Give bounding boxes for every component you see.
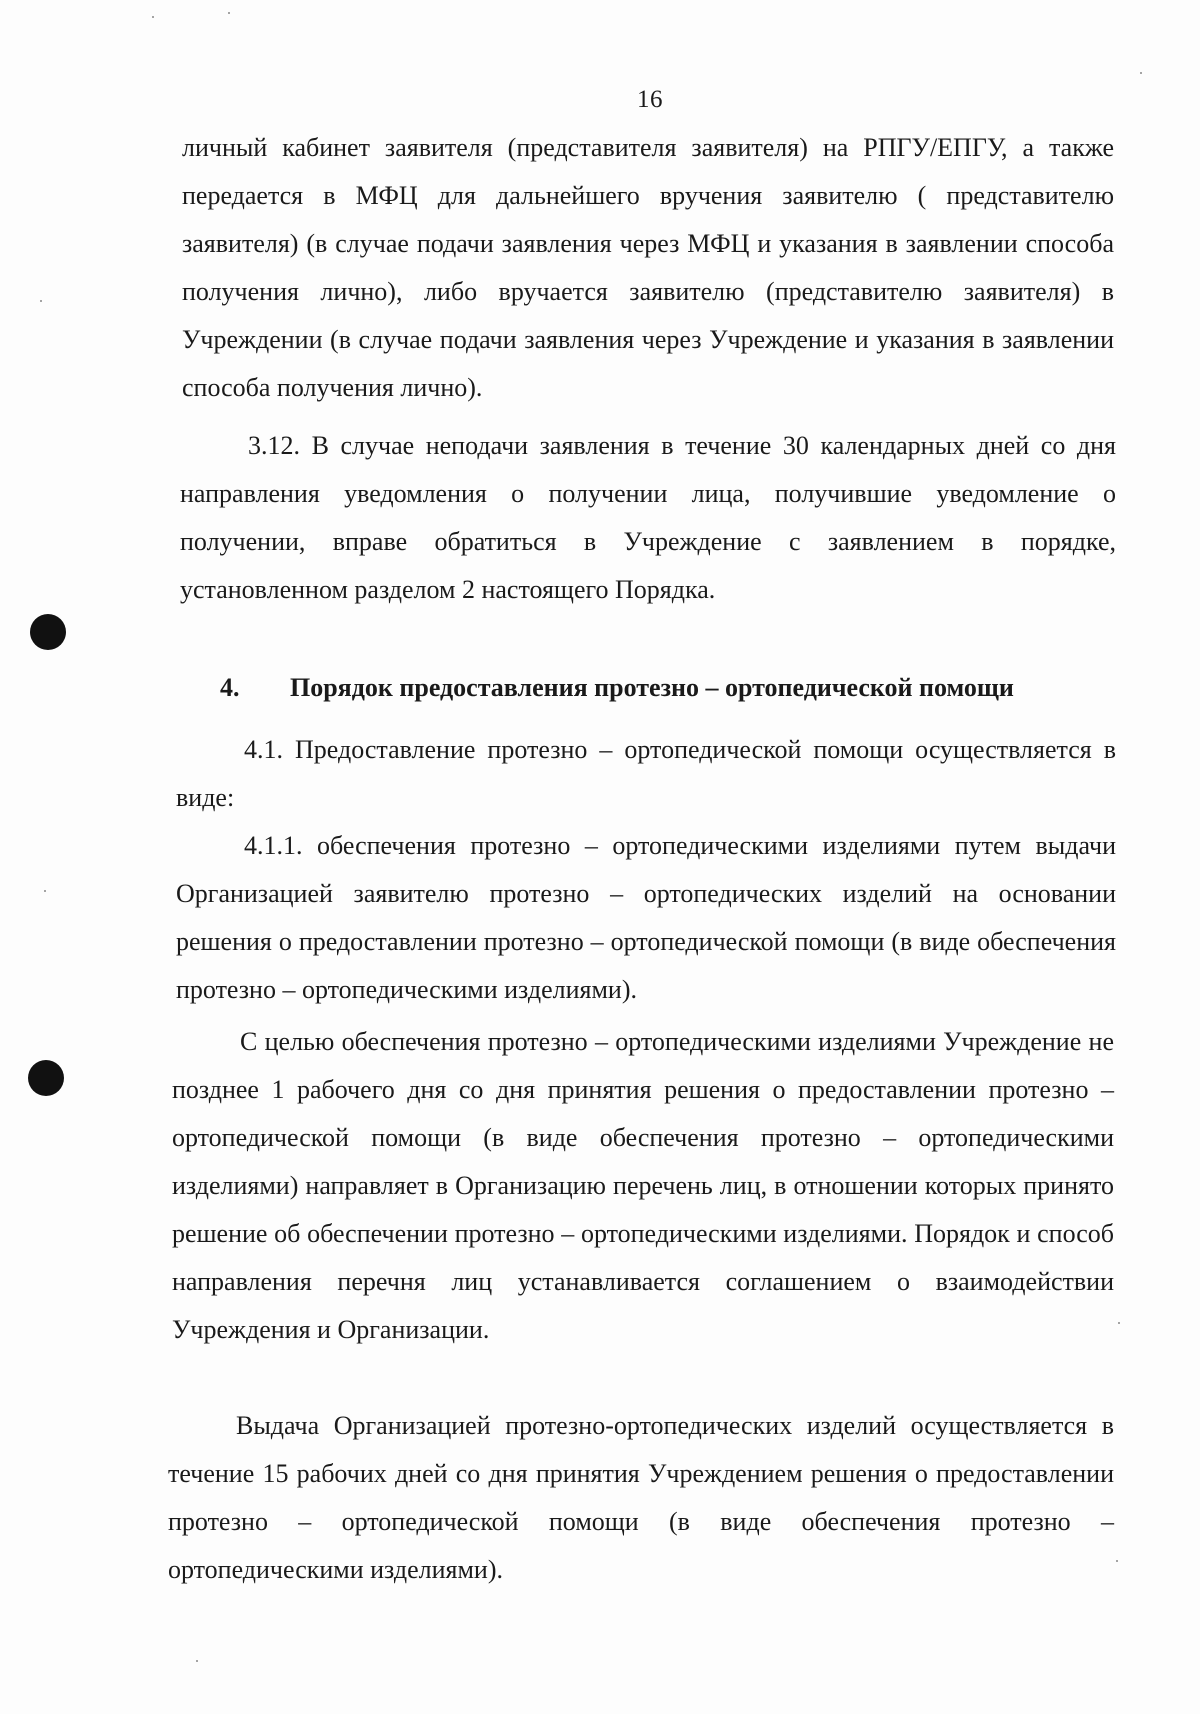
punch-hole-mark	[30, 614, 66, 650]
scan-speck	[1116, 1560, 1118, 1562]
scan-speck	[1140, 72, 1142, 74]
scan-speck	[196, 1660, 198, 1662]
paragraph-text: личный кабинет заявителя (представителя заявителя) на РПГУ/ЕПГУ, а также передается в МФЦ для дальнейшего вручения заявителю ( представителю заявителя) (в случае подачи заявления через МФЦ и указания в заявлении способа получения лично), либо вручается заявителю (представителю заявителя) в Учреждении (в случае подачи заявления через Учреждение и указания в заявлении способа получения лично).	[182, 133, 1114, 402]
paragraph-3-12	[180, 422, 1116, 614]
section-heading	[220, 664, 1120, 712]
paragraph-text: 3.12. В случае неподачи заявления в течение 30 календарных дней со дня направления уведомления о получении лица, получившие уведомление о получении, вправе обратиться в Учреждение с заявлением в порядке, установленном разделом 2 настоящего Порядка.	[180, 431, 1116, 604]
paragraph-issuance	[168, 1402, 1114, 1594]
paragraph-text: 4.1. Предоставление протезно – ортопедической помощи осуществляется в виде:	[176, 735, 1116, 812]
scan-speck	[44, 890, 46, 892]
punch-hole-mark	[28, 1060, 64, 1096]
section-heading-text: Порядок предоставления протезно – ортопедической помощи	[290, 673, 1014, 702]
scan-speck	[40, 300, 42, 302]
paragraph-text: С целью обеспечения протезно – ортопедическими изделиями Учреждение не позднее 1 рабочего дня со дня принятия решения о предоставлении протезно – ортопедической помощи (в виде обеспечения протезно – ортопедическими изделиями) направляет в Организацию перечень лиц, в отношении которых принято решение об обеспечении протезно – ортопедическими изделиями. Порядок и способ направления перечня лиц устанавливается соглашением о взаимодействии Учреждения и Организации.	[172, 1027, 1114, 1344]
scan-speck	[152, 16, 154, 18]
section-heading-number: 4.	[220, 673, 240, 702]
page-number: 16	[637, 86, 663, 113]
scan-speck	[1118, 1322, 1120, 1324]
paragraph-4-1	[176, 726, 1116, 1014]
paragraph-continuation	[182, 124, 1114, 412]
paragraph-text: Выдача Организацией протезно-ортопедических изделий осуществляется в течение 15 рабочих дней со дня принятия Учреждением решения о предоставлении протезно – ортопедической помощи (в виде обеспечения протезно – ортопедическими изделиями).	[168, 1411, 1114, 1584]
paragraph-purpose	[172, 1018, 1114, 1354]
paragraph-text: 4.1.1. обеспечения протезно – ортопедическими изделиями путем выдачи Организацией заявителю протезно – ортопедических изделий на основании решения о предоставлении протезно – ортопедической помощи (в виде обеспечения протезно – ортопедическими изделиями).	[176, 831, 1116, 1004]
scan-speck	[228, 12, 230, 14]
